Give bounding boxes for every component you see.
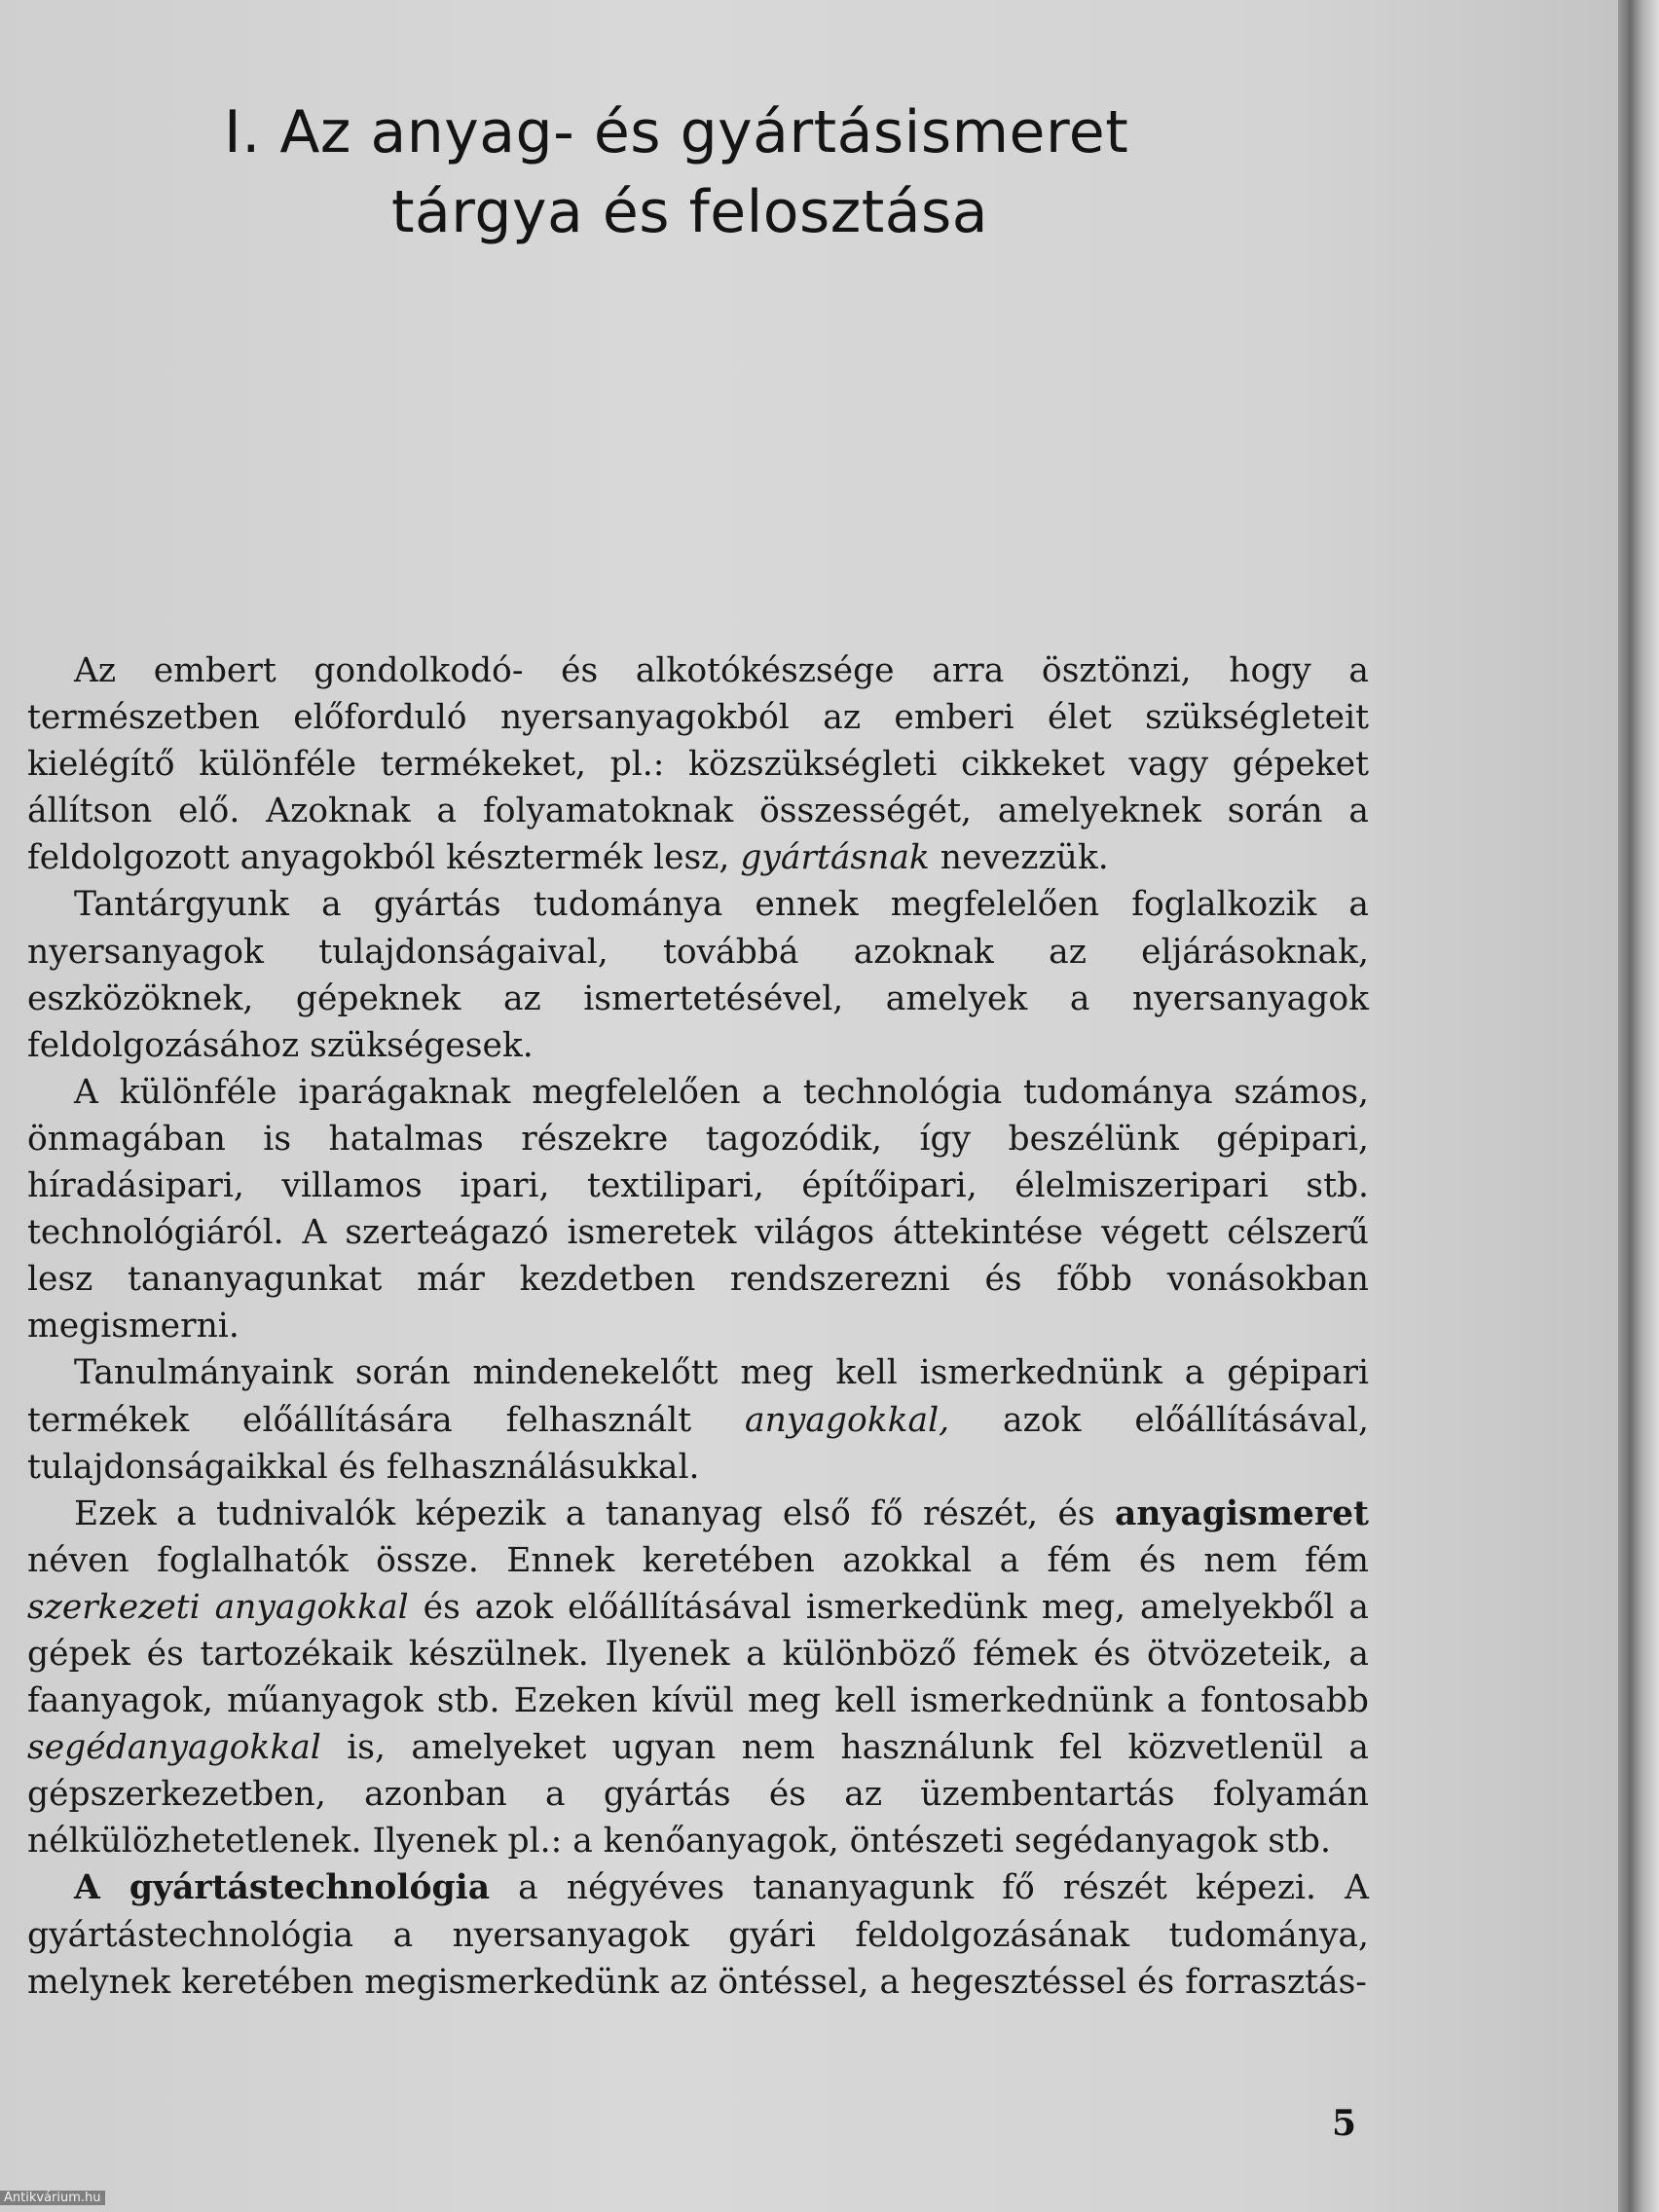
text-run: néven foglalhatók össze. Ennek keretében azokkal a fém és nem fém — [27, 1540, 1369, 1580]
body-text — [27, 647, 1369, 2006]
paragraph-2 — [27, 881, 1369, 1068]
text-run: Tanulmányaink során mindenekelőtt meg kell ismerkednünk a gépipari termékek előállítására felhasznált — [27, 1353, 1369, 1440]
text-run: Az embert gondolkodó- és alkotókészsége arra ösztönzi, hogy a természetben előforduló nyersanyagokból az emberi élet szükségleteit kielégítő különféle termékeket, pl.: közszükségleti cikkeket vagy gépeket állítson elő. Azoknak a folyamatoknak összességét, amelyeknek során a feldolgozott anyagokból késztermék lesz, — [27, 651, 1369, 878]
chapter-title — [224, 92, 1295, 252]
text-run: A különféle iparágaknak megfelelően a technológia tudománya számos, önmagában is hatalmas részekre tagozódik, így beszélünk gépipari, híradásipari, villamos ipari, textilipari, építőipari, élelmiszeripari stb. technológiáról. A szerteágazó ismeretek világos áttekintése végett célszerű lesz tananyagunkat már kezdetben rendszerezni és főbb vonásokban megismerni. — [27, 1072, 1369, 1346]
page-number: 5 — [1332, 2103, 1357, 2144]
italic-term: gyártásnak — [740, 838, 930, 878]
paragraph-5 — [27, 1491, 1369, 1865]
italic-term: segédanyagokkal — [27, 1728, 321, 1768]
bold-term: anyagismeret — [1114, 1493, 1369, 1533]
chapter-title-line-2: tárgya és felosztása — [391, 178, 989, 246]
paragraph-6 — [27, 1864, 1369, 2005]
text-run: Tantárgyunk a gyártás tudománya ennek megfelelően foglalkozik a nyersanyagok tulajdonságaival, továbbá azoknak az eljárásoknak, eszközöknek, gépeknek az ismertetésével, amelyek a nyersanyagok feldolgozásához szükségesek. — [27, 885, 1369, 1065]
watermark: Antikvárium.hu — [0, 2191, 105, 2205]
paragraph-3 — [27, 1069, 1369, 1350]
text-run: a négyéves tananyagunk fő részét képezi. A gyártástechnológia a nyersanyagok gyári feldolgozásának tudománya, melynek keretében megismerkedünk az öntéssel, a hegesztéssel és forrasztás- — [27, 1868, 1369, 2002]
italic-term: szerkezeti anyagokkal — [27, 1587, 409, 1627]
italic-term: anyagokkal, — [745, 1400, 950, 1440]
text-run: és azok előállításával ismerkedünk meg, amelyekből a gépek és tartozékaik készülnek. Ilyenek a különböző fémek és ötvözeteik, a faanyagok, műanyagok stb. Ezeken kívül meg kell ismerkednünk a fontosabb — [27, 1587, 1369, 1721]
paragraph-1 — [27, 647, 1369, 881]
text-run: Ezek a tudnivalók képezik a tananyag első fő részét, és — [74, 1493, 1115, 1533]
text-run: nevezzük. — [929, 838, 1109, 878]
bold-term: A gyártástechnológia — [74, 1868, 491, 1908]
text-run: azok előállításával, tulajdonságaikkal és felhasználásukkal. — [27, 1400, 1369, 1487]
chapter-title-line-1: I. Az anyag- és gyártásismeret — [224, 98, 1129, 166]
text-run: is, amelyeket ugyan nem használunk fel közvetlenül a gépszerkezetben, azonban a gyártás és az üzembentartás folyamán nélkülözhetetlenek. Ilyenek pl.: a kenőanyagok, öntészeti segédanyagok stb. — [27, 1728, 1369, 1862]
book-gutter — [1618, 0, 1659, 2212]
paragraph-4 — [27, 1349, 1369, 1490]
